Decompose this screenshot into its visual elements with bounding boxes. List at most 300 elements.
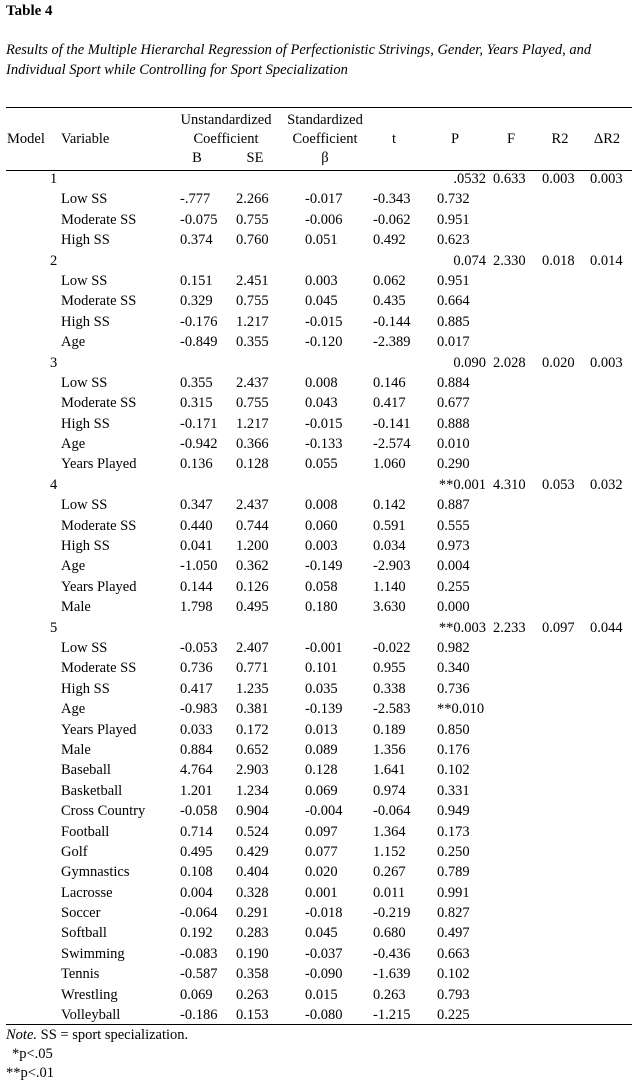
t-value: -0.343 (373, 191, 411, 208)
se-value: 1.235 (236, 680, 269, 697)
beta-value: -0.133 (305, 436, 343, 453)
p-value: 0.991 (437, 884, 470, 901)
se-value: 0.366 (236, 436, 269, 453)
beta-value: -0.090 (305, 966, 343, 983)
p-value: 0.789 (437, 864, 470, 881)
beta-value: -0.017 (305, 191, 343, 208)
table-row (0, 903, 640, 923)
table-row (0, 556, 640, 576)
p-value: 0.982 (437, 639, 470, 656)
variable-name: High SS (61, 538, 110, 555)
se-value: 0.429 (236, 843, 269, 860)
beta-value: 0.045 (305, 293, 338, 310)
se-value: 0.755 (236, 211, 269, 228)
header-se: SE (246, 150, 264, 166)
variable-name: Male (61, 599, 91, 616)
variable-name: Age (61, 334, 86, 351)
p-value: 0.090 (453, 354, 486, 371)
p-value: 0.250 (437, 843, 470, 860)
beta-value: 0.015 (305, 986, 338, 1003)
variable-name: High SS (61, 680, 110, 697)
t-value: -2.574 (373, 436, 411, 453)
se-value: 0.128 (236, 456, 269, 473)
t-value: 1.364 (373, 823, 406, 840)
p-value: 0.888 (437, 415, 470, 432)
significance-note-1: *p<.05 (12, 1046, 53, 1062)
variable-name: Moderate SS (61, 211, 137, 228)
t-value: 1.152 (373, 843, 406, 860)
se-value: 0.904 (236, 803, 269, 820)
b-value: 0.004 (180, 884, 213, 901)
se-value: 0.524 (236, 823, 269, 840)
t-value: 1.060 (373, 456, 406, 473)
p-value: 0.225 (437, 1007, 470, 1024)
model-number: 2 (50, 252, 58, 269)
t-value: 0.267 (373, 864, 406, 881)
p-value: 0.827 (437, 905, 470, 922)
table-row (0, 944, 640, 964)
table-row (0, 781, 640, 801)
header-standardized-coefficient: Coefficient (292, 131, 358, 147)
se-value: 0.755 (236, 293, 269, 310)
b-value: 0.041 (180, 538, 213, 555)
p-value: 0.850 (437, 721, 470, 738)
table-row (0, 271, 640, 291)
se-value: 2.903 (236, 762, 269, 779)
header-variable: Variable (61, 131, 110, 147)
beta-value: -0.015 (305, 415, 343, 432)
variable-name: Moderate SS (61, 395, 137, 412)
b-value: 0.347 (180, 497, 213, 514)
table-row (0, 638, 640, 658)
p-value: 0.000 (437, 599, 470, 616)
se-value: 0.172 (236, 721, 269, 738)
b-value: -0.053 (180, 639, 218, 656)
r2-value: 0.053 (542, 476, 575, 493)
table-top-rule (6, 107, 632, 108)
table-row (0, 434, 640, 454)
beta-value: 0.060 (305, 517, 338, 534)
variable-name: Football (61, 823, 110, 840)
p-value: .0532 (453, 171, 486, 187)
table-row (0, 985, 640, 1005)
p-value: 0.973 (437, 538, 470, 555)
p-value: 0.949 (437, 803, 470, 820)
model-row (0, 475, 640, 495)
table-row (0, 597, 640, 617)
t-value: 1.356 (373, 741, 406, 758)
p-value: **0.003 (438, 619, 486, 636)
f-value: 2.233 (493, 619, 526, 636)
header-model: Model (7, 131, 45, 147)
se-value: 0.404 (236, 864, 269, 881)
p-value: 0.340 (437, 660, 470, 677)
table-row (0, 189, 640, 209)
b-value: -0.064 (180, 905, 218, 922)
t-value: 0.146 (373, 374, 406, 391)
beta-value: 0.013 (305, 721, 338, 738)
b-value: 1.201 (180, 782, 213, 799)
variable-name: Years Played (61, 721, 137, 738)
variable-name: High SS (61, 232, 110, 249)
t-value: -1.215 (373, 1007, 411, 1024)
t-value: 0.417 (373, 395, 406, 412)
b-value: 0.736 (180, 660, 213, 677)
b-value: -0.083 (180, 945, 218, 962)
t-value: 0.189 (373, 721, 406, 738)
t-value: 0.062 (373, 272, 406, 289)
p-value: 0.677 (437, 395, 470, 412)
header-unstandardized-coefficient: Coefficient (193, 131, 259, 147)
se-value: 0.652 (236, 741, 269, 758)
variable-name: Low SS (61, 374, 108, 391)
b-value: -0.983 (180, 701, 218, 718)
f-value: 0.633 (493, 171, 526, 187)
p-value: 0.555 (437, 517, 470, 534)
p-value: 0.176 (437, 741, 470, 758)
t-value: 0.591 (373, 517, 406, 534)
table-row (0, 842, 640, 862)
p-value: 0.623 (437, 232, 470, 249)
table-note (6, 1026, 188, 1083)
b-value: 0.192 (180, 925, 213, 942)
b-value: -0.171 (180, 415, 218, 432)
beta-value: 0.001 (305, 884, 338, 901)
se-value: 0.190 (236, 945, 269, 962)
se-value: 0.291 (236, 905, 269, 922)
t-value: -1.639 (373, 966, 411, 983)
variable-name: Soccer (61, 905, 101, 922)
table-row (0, 658, 640, 678)
variable-name: Volleyball (61, 1007, 121, 1024)
table-row (0, 801, 640, 821)
beta-value: 0.097 (305, 823, 338, 840)
variable-name: Golf (61, 843, 88, 860)
se-value: 2.437 (236, 497, 269, 514)
table-row (0, 699, 640, 719)
b-value: 0.108 (180, 864, 213, 881)
model-number: 3 (50, 354, 58, 371)
beta-value: 0.077 (305, 843, 338, 860)
se-value: 0.355 (236, 334, 269, 351)
table-row (0, 577, 640, 597)
variable-name: Softball (61, 925, 107, 942)
t-value: 0.435 (373, 293, 406, 310)
model-number: 1 (50, 171, 58, 187)
variable-name: Swimming (61, 945, 125, 962)
t-value: 1.641 (373, 762, 406, 779)
t-value: 0.034 (373, 538, 406, 555)
p-value: 0.793 (437, 986, 470, 1003)
header-beta: β (321, 150, 329, 166)
t-value: 0.955 (373, 660, 406, 677)
r2-value: 0.018 (542, 252, 575, 269)
table-row (0, 720, 640, 740)
table-number: Table 4 (6, 3, 53, 19)
header-p: P (450, 131, 460, 147)
model-number: 5 (50, 619, 58, 636)
table-row (0, 312, 640, 332)
p-value: 0.732 (437, 191, 470, 208)
variable-name: Low SS (61, 497, 108, 514)
b-value: -0.587 (180, 966, 218, 983)
f-value: 2.028 (493, 354, 526, 371)
se-value: 1.217 (236, 313, 269, 330)
t-value: -0.436 (373, 945, 411, 962)
header-t: t (391, 131, 397, 147)
beta-value: -0.120 (305, 334, 343, 351)
table-row (0, 1005, 640, 1025)
b-value: -0.186 (180, 1007, 218, 1024)
beta-value: -0.015 (305, 313, 343, 330)
t-value: -2.583 (373, 701, 411, 718)
p-value: 0.331 (437, 782, 470, 799)
beta-value: -0.006 (305, 211, 343, 228)
r2-value: 0.003 (542, 171, 575, 187)
p-value: 0.664 (437, 293, 470, 310)
beta-value: -0.001 (305, 639, 343, 656)
b-value: 0.495 (180, 843, 213, 860)
delta-r2-value: 0.003 (590, 354, 623, 371)
b-value: 0.033 (180, 721, 213, 738)
b-value: 0.714 (180, 823, 213, 840)
b-value: -1.050 (180, 558, 218, 575)
t-value: 3.630 (373, 599, 406, 616)
se-value: 0.755 (236, 395, 269, 412)
r2-value: 0.020 (542, 354, 575, 371)
b-value: 0.355 (180, 374, 213, 391)
table-row (0, 516, 640, 536)
b-value: -0.849 (180, 334, 218, 351)
significance-note-2: **p<.01 (6, 1065, 55, 1081)
variable-name: Cross Country (61, 803, 146, 820)
se-value: 2.407 (236, 639, 269, 656)
table-row (0, 740, 640, 760)
b-value: -0.075 (180, 211, 218, 228)
t-value: 0.492 (373, 232, 406, 249)
header-standardized: Standardized (287, 112, 363, 128)
b-value: -0.942 (180, 436, 218, 453)
p-value: 0.663 (437, 945, 470, 962)
f-value: 2.330 (493, 252, 526, 269)
variable-name: Low SS (61, 191, 108, 208)
t-value: 0.974 (373, 782, 406, 799)
variable-name: Moderate SS (61, 660, 137, 677)
se-value: 0.362 (236, 558, 269, 575)
table-row (0, 210, 640, 230)
b-value: 0.151 (180, 272, 213, 289)
model-row (0, 353, 640, 373)
beta-value: 0.020 (305, 864, 338, 881)
t-value: -0.144 (373, 313, 411, 330)
header-unstandardized: Unstandardized (180, 112, 272, 128)
header-f: F (506, 131, 516, 147)
b-value: 0.329 (180, 293, 213, 310)
t-value: 0.142 (373, 497, 406, 514)
se-value: 0.381 (236, 701, 269, 718)
b-value: -0.058 (180, 803, 218, 820)
se-value: 0.760 (236, 232, 269, 249)
t-value: 0.338 (373, 680, 406, 697)
beta-value: -0.004 (305, 803, 343, 820)
variable-name: Age (61, 436, 86, 453)
beta-value: 0.003 (305, 538, 338, 555)
note-label: Note. (6, 1027, 38, 1043)
variable-name: Baseball (61, 762, 111, 779)
table-row (0, 332, 640, 352)
p-value: 0.951 (437, 272, 470, 289)
variable-name: Age (61, 701, 86, 718)
table-row (0, 495, 640, 515)
beta-value: 0.008 (305, 497, 338, 514)
model-row (0, 618, 640, 638)
table-row (0, 964, 640, 984)
b-value: 4.764 (180, 762, 213, 779)
beta-value: -0.080 (305, 1007, 343, 1024)
p-value: **0.001 (438, 476, 486, 493)
se-value: 0.126 (236, 578, 269, 595)
table-row (0, 923, 640, 943)
table-body (0, 169, 640, 1025)
b-value: 0.136 (180, 456, 213, 473)
beta-value: 0.128 (305, 762, 338, 779)
p-value: 0.884 (437, 374, 470, 391)
table-row (0, 373, 640, 393)
beta-value: 0.003 (305, 272, 338, 289)
p-value: 0.497 (437, 925, 470, 942)
table-row (0, 679, 640, 699)
delta-r2-value: 0.032 (590, 476, 623, 493)
b-value: 0.069 (180, 986, 213, 1003)
t-value: -2.903 (373, 558, 411, 575)
variable-name: Wrestling (61, 986, 118, 1003)
table-row (0, 454, 640, 474)
beta-value: 0.045 (305, 925, 338, 942)
table-title: Results of the Multiple Hierarchal Regression of Perfectionistic Strivings, Gender, Years Played, and Individual Sport while Controlling for Sport Specialization (6, 42, 592, 78)
se-value: 0.328 (236, 884, 269, 901)
p-value: 0.887 (437, 497, 470, 514)
t-value: 0.011 (373, 884, 406, 901)
table-bottom-rule (6, 1024, 632, 1025)
note-text: SS = sport specialization. (37, 1027, 189, 1043)
se-value: 0.153 (236, 1007, 269, 1024)
t-value: -2.389 (373, 334, 411, 351)
beta-value: -0.018 (305, 905, 343, 922)
table-row (0, 862, 640, 882)
p-value: 0.736 (437, 680, 470, 697)
se-value: 1.200 (236, 538, 269, 555)
variable-name: Low SS (61, 639, 108, 656)
variable-name: Low SS (61, 272, 108, 289)
t-value: -0.064 (373, 803, 411, 820)
variable-name: Male (61, 741, 91, 758)
se-value: 1.234 (236, 782, 269, 799)
p-value: 0.017 (437, 334, 470, 351)
se-value: 0.283 (236, 925, 269, 942)
se-value: 2.266 (236, 191, 269, 208)
se-value: 0.744 (236, 517, 269, 534)
table-row (0, 414, 640, 434)
variable-name: Moderate SS (61, 517, 137, 534)
t-value: 0.680 (373, 925, 406, 942)
b-value: -0.176 (180, 313, 218, 330)
beta-value: 0.058 (305, 578, 338, 595)
p-value: 0.255 (437, 578, 470, 595)
beta-value: -0.037 (305, 945, 343, 962)
table-row (0, 291, 640, 311)
p-value: 0.074 (453, 252, 486, 269)
variable-name: Gymnastics (61, 864, 130, 881)
delta-r2-value: 0.044 (590, 619, 623, 636)
delta-r2-value: 0.014 (590, 252, 623, 269)
b-value: 0.440 (180, 517, 213, 534)
t-value: -0.219 (373, 905, 411, 922)
t-value: 0.263 (373, 986, 406, 1003)
f-value: 4.310 (493, 476, 526, 493)
delta-r2-value: 0.003 (590, 171, 623, 187)
beta-value: 0.069 (305, 782, 338, 799)
p-value: 0.951 (437, 211, 470, 228)
header-delta-r2: ΔR2 (593, 131, 621, 147)
t-value: -0.062 (373, 211, 411, 228)
p-value: 0.102 (437, 762, 470, 779)
b-value: -.777 (180, 191, 211, 208)
table-row (0, 230, 640, 250)
variable-name: Years Played (61, 456, 137, 473)
beta-value: 0.043 (305, 395, 338, 412)
variable-name: Lacrosse (61, 884, 113, 901)
variable-name: Moderate SS (61, 293, 137, 310)
b-value: 0.884 (180, 741, 213, 758)
p-value: **0.010 (437, 701, 485, 718)
header-b: B (192, 150, 202, 166)
p-value: 0.173 (437, 823, 470, 840)
r2-value: 0.097 (542, 619, 575, 636)
beta-value: 0.180 (305, 599, 338, 616)
p-value: 0.004 (437, 558, 470, 575)
table-row (0, 760, 640, 780)
variable-name: High SS (61, 415, 110, 432)
t-value: -0.141 (373, 415, 411, 432)
table-row (0, 822, 640, 842)
variable-name: Years Played (61, 578, 137, 595)
model-number: 4 (50, 476, 58, 493)
table-row (0, 536, 640, 556)
t-value: -0.022 (373, 639, 411, 656)
note-line (6, 1026, 188, 1045)
beta-value: -0.149 (305, 558, 343, 575)
table-row (0, 393, 640, 413)
t-value: 1.140 (373, 578, 406, 595)
p-value: 0.102 (437, 966, 470, 983)
beta-value: 0.089 (305, 741, 338, 758)
variable-name: Tennis (61, 966, 100, 983)
beta-value: 0.101 (305, 660, 338, 677)
table-row (0, 883, 640, 903)
b-value: 0.374 (180, 232, 213, 249)
b-value: 1.798 (180, 599, 213, 616)
variable-name: High SS (61, 313, 110, 330)
beta-value: -0.139 (305, 701, 343, 718)
se-value: 0.358 (236, 966, 269, 983)
variable-name: Basketball (61, 782, 123, 799)
beta-value: 0.008 (305, 374, 338, 391)
variable-name: Age (61, 558, 86, 575)
se-value: 1.217 (236, 415, 269, 432)
p-value: 0.885 (437, 313, 470, 330)
model-row (0, 251, 640, 271)
se-value: 0.771 (236, 660, 269, 677)
